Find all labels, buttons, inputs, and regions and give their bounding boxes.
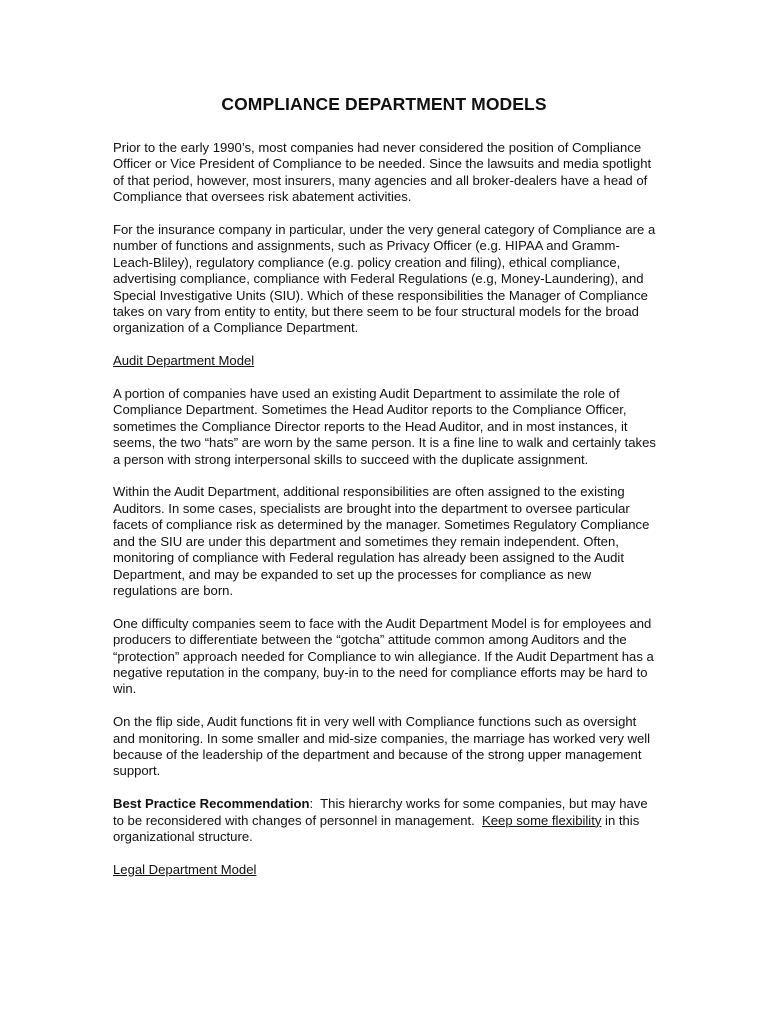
recommendation-text-end: in this organizational structure. — [113, 812, 643, 844]
audit-paragraph-1: A portion of companies have used an existing Audit Department to assimilate the role of Compliance Department. Sometimes the Head Auditor reports to the Compliance Officer, sometimes the Compliance Director reports to the Head Auditor, and in most instances, it seems, the two “hats” are worn by the same person. It is a fine line to walk and certainly takes a person with strong interpersonal skills to succeed with the duplicate assignment. — [113, 386, 656, 467]
recommendation-colon: : — [309, 796, 314, 812]
recommendation-text: This hierarchy works for some companies, but may have to be reconsidered with changes of personnel in management. — [113, 796, 652, 828]
recommendation-emphasis: Keep some flexibility — [482, 812, 602, 828]
document-title: COMPLIANCE DEPARTMENT MODELS — [221, 94, 547, 114]
document-body — [113, 140, 658, 895]
audit-paragraph-2: Within the Audit Department, additional responsibilities are often assigned to the existing Auditors. In some cases, specialists are brought into the department to oversee particular facets of compliance risk as determined by the manager. Sometimes Regulatory Compliance and the SIU are under this department and sometimes they remain independent. Often, monitoring of compliance with Federal regulation has already been assigned to the Audit Department, and may be expanded to set up the processes for compliance as new regulations are born. — [113, 484, 650, 598]
section-heading-audit: Audit Department Model — [113, 353, 255, 369]
intro-paragraph-2: For the insurance company in particular, under the very general category of Compliance are a number of functions and assignments, such as Privacy Officer (e.g. HIPAA and Gramm-Leach-Bliley), regulatory compliance (e.g. policy creation and filing), ethical compliance, advertising compliance, compliance with Federal Regulations (e.g, Money-Laundering), and Special Investigative Units (SIU). Which of these responsibilities the Manager of Compliance takes on vary from entity to entity, but there seem to be four structural models for the broad organization of a Compliance Department. — [113, 222, 656, 336]
section-heading-legal: Legal Department Model — [113, 861, 257, 877]
audit-paragraph-3: One difficulty companies seem to face with the Audit Department Model is for employees and producers to differentiate between the “gotcha” attitude common among Auditors and the “protection” approach needed for Compliance to win allegiance. If the Audit Department has a negative reputation in the company, buy-in to the need for compliance efforts may be hard to win. — [113, 615, 654, 697]
best-practice-recommendation — [113, 796, 658, 845]
recommendation-label: Best Practice Recommendation — [113, 796, 310, 812]
intro-paragraph-1: Prior to the early 1990’s, most companies had never considered the position of Compliance Officer or Vice President of Compliance to be needed. Since the lawsuits and media spotlight of that period, however, most insurers, many agencies and all broker-dealers have a head of Compliance that oversees risk abatement activities. — [113, 140, 652, 205]
audit-paragraph-4: On the flip side, Audit functions fit in very well with Compliance functions such as oversight and monitoring. In some smaller and mid-size companies, the marriage has worked very well because of the leadership of the department and because of the strong upper management support. — [113, 714, 651, 779]
